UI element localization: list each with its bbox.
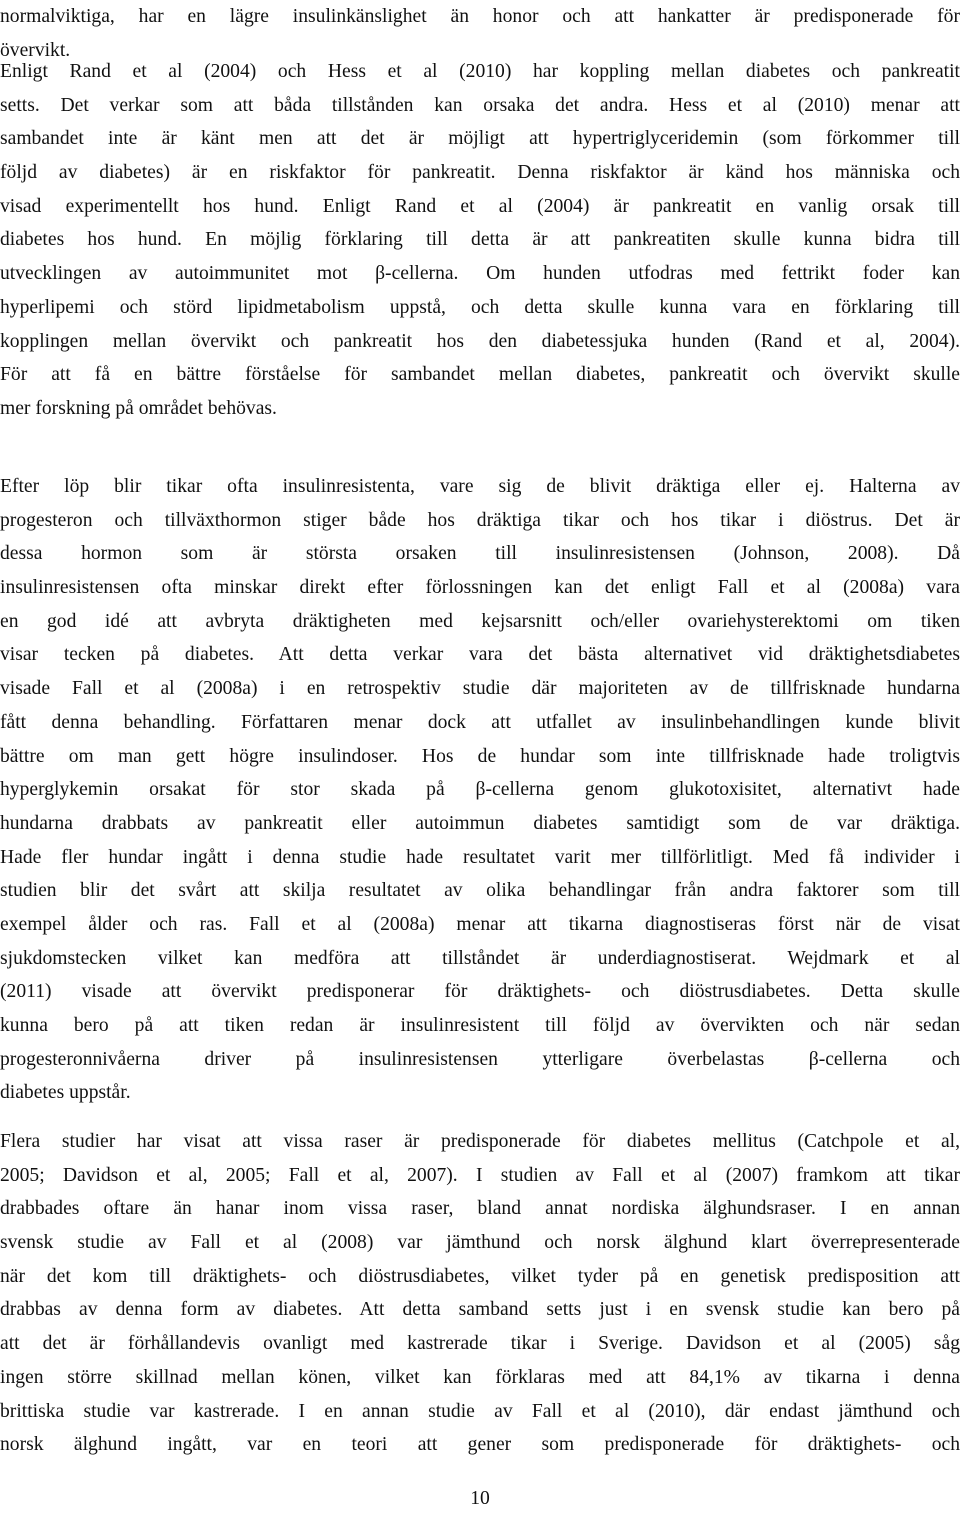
text-line: svensk studie av Fall et al (2008) var jämthund och norsk älghund klart överrepresenterade (0, 1232, 960, 1254)
text-line: visade Fall et al (2008a) i en retrospektiv studie där majoriteten av de tillfrisknade hundarna (0, 678, 960, 700)
text-line: dessa hormon som är största orsaken till insulinresistensen (Johnson, 2008). Då (0, 543, 960, 565)
page-number: 10 (470, 1488, 490, 1509)
text-line: setts. Det verkar som att båda tillstånden kan orsaka det andra. Hess et al (2010) menar att (0, 94, 960, 116)
text-line: exempel ålder och ras. Fall et al (2008a) menar att tikarna diagnostiseras först när de visat (0, 913, 960, 935)
text-line: mer forskning på området behövas. (0, 397, 277, 419)
text-line: insulinresistensen ofta minskar direkt efter förlossningen kan det enligt Fall et al (2008a) vara (0, 577, 960, 599)
text-line: att det är förhållandevis ovanligt med kastrerade tikar i Sverige. Davidson et al (2005) såg (0, 1333, 960, 1355)
text-line: hundarna drabbats av pankreatit eller autoimmun diabetes samtidigt som de var dräktiga. (0, 812, 960, 834)
text-line: progesteron och tillväxthormon stiger både hos dräktiga tikar och hos tikar i diöstrus. Det är (0, 509, 960, 531)
text-line: bättre om man gett högre insulindoser. Hos de hundar som inte tillfrisknade hade troligtvis (0, 745, 960, 767)
text-line: övervikt. (0, 39, 71, 61)
text-line: drabbades oftare än hanar inom vissa raser, bland annat nordiska älghundsraser. I en annan (0, 1198, 960, 1220)
text-line: studien blir det svårt att skilja resultatet av olika behandlingar från andra faktorer som till (0, 880, 960, 902)
text-line: 2005; Davidson et al, 2005; Fall et al, 2007). I studien av Fall et al (2007) framkom att tikar (0, 1164, 960, 1186)
text-line: visar tecken på diabetes. Att detta verkar vara det bästa alternativet vid dräktighetsdiabetes (0, 644, 960, 666)
text-line: Enligt Rand et al (2004) och Hess et al (2010) har koppling mellan diabetes och pankreatit (0, 61, 960, 82)
text-line: diabetes hos hund. En möjlig förklaring till detta är att pankreatiten skulle kunna bidra till (0, 229, 960, 251)
text-line: en god idé att avbryta dräktigheten med kejsarsnitt och/eller ovariehysterektomi om tiken (0, 610, 960, 632)
text-line: Hade fler hundar ingått i denna studie hade resultatet varit mer tillförlitligt. Med få individer i (0, 846, 960, 868)
text-line: utvecklingen av autoimmunitet mot β-cellerna. Om hunden utfodras med fettrikt foder kan (0, 263, 960, 285)
text-line: Efter löp blir tikar ofta insulinresistenta, vare sig de blivit dräktiga eller ej. Halterna av (0, 476, 960, 497)
text-line: drabbas av denna form av diabetes. Att detta samband setts just i en svensk studie kan bero på (0, 1299, 960, 1321)
text-line: hyperglykemin orsakat för stor skada på β-cellerna genom glukotoxisitet, alternativt hade (0, 779, 960, 801)
text-line: kopplingen mellan övervikt och pankreatit hos den diabetessjuka hunden (Rand et al, 2004). (0, 330, 960, 352)
text-line: norsk älghund ingått, var en teori att gener som predisponerade för dräktighets- och (0, 1434, 960, 1456)
paragraph-3 (0, 470, 960, 1110)
text-line: diabetes uppstår. (0, 1082, 131, 1104)
text-line: (2011) visade att övervikt predisponerar för dräktighets- och diöstrusdiabetes. Detta skulle (0, 981, 960, 1003)
text-line: ingen större skillnad mellan könen, vilket kan förklaras med att 84,1% av tikarna i denna (0, 1366, 960, 1388)
paragraph-4 (0, 1125, 960, 1462)
text-line: Flera studier har visat att vissa raser är predisponerade för diabetes mellitus (Catchpole et al, (0, 1131, 960, 1152)
text-line: sjukdomstecken vilket kan medföra att tillståndet är underdiagnostiserat. Wejdmark et al (0, 947, 960, 969)
paragraph-2 (0, 55, 960, 426)
text-line: följd av diabetes) är en riskfaktor för pankreatit. Denna riskfaktor är känd hos människa och (0, 162, 960, 184)
text-line: visad experimentellt hos hund. Enligt Rand et al (2004) är pankreatit en vanlig orsak till (0, 195, 960, 217)
text-line: progesteronnivåerna driver på insulinresistensen ytterligare överbelastas β-cellerna och (0, 1048, 960, 1070)
text-line: normalviktiga, har en lägre insulinkänslighet än honor och att hankatter är predisponerade för (0, 6, 960, 27)
text-line: hyperlipemi och störd lipidmetabolism uppstå, och detta skulle kunna vara en förklaring till (0, 296, 960, 318)
text-line: sambandet inte är känt men att det är möjligt att hypertriglyceridemin (som förkommer till (0, 128, 960, 150)
text-line: fått denna behandling. Författaren menar dock att utfallet av insulinbehandlingen kunde blivit (0, 711, 960, 733)
text-line: när det kom till dräktighets- och diöstrusdiabetes, vilket tyder på en genetisk predisposition att (0, 1265, 960, 1287)
text-line: kunna bero på att tiken redan är insulinresistent till följd av övervikten och när sedan (0, 1015, 960, 1036)
text-line: brittiska studie var kastrerade. I en annan studie av Fall et al (2010), där endast jämthund och (0, 1400, 960, 1422)
text-line: För att få en bättre förståelse för sambandet mellan diabetes, pankreatit och övervikt skulle (0, 364, 960, 386)
